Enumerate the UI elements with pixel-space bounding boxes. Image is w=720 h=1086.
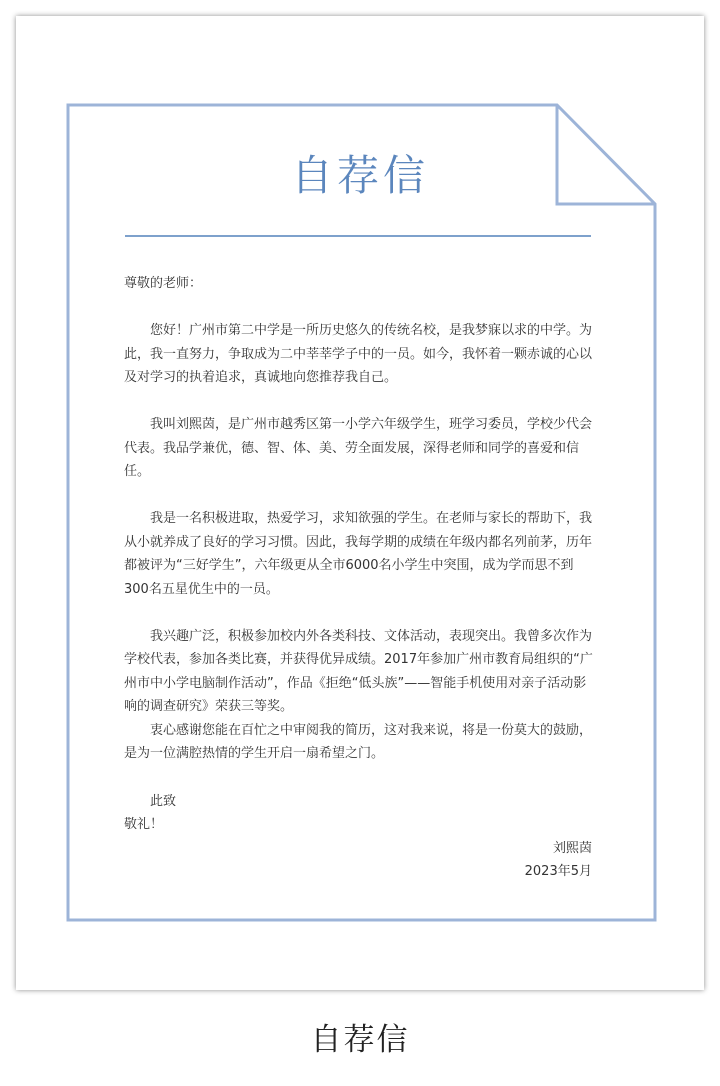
paragraph-3: 我是一名积极进取，热爱学习，求知欲强的学生。在老师与家长的帮助下，我从小就养成了良好的学习习惯。因此，我每学期的成绩在年级内都名列前茅，历年都被评为“三好学生”，六年级更从全市6000名小学生中突围，成为学而思不到300名五星优生中的一员。 [124, 511, 593, 597]
date: 2023年5月 [524, 864, 592, 879]
letter-title: 自荐信 [290, 151, 429, 200]
paragraph-5: 衷心感谢您能在百忙之中审阅我的简历，这对我来说，将是一份莫大的鼓励，是为一位满腔热情的学生开启一扇希望之门。 [124, 722, 593, 761]
paragraph-2: 我叫刘熙茵，是广州市越秀区第一小学六年级学生，班学习委员，学校少代会代表。我品学兼优，德、智、体、美、劳全面发展，深得老师和同学的喜爱和信任。 [124, 417, 593, 479]
signature: 刘熙茵 [552, 840, 592, 856]
image-caption: 自荐信 [310, 1022, 410, 1058]
paragraph-1: 您好！广州市第二中学是一所历史悠久的传统名校，是我梦寐以求的中学。为此，我一直努力，争取成为二中莘莘学子中的一员。如今，我怀着一颗赤诚的心以及对学习的执着追求，真诚地向您推荐我自己。 [124, 323, 593, 385]
closing-line-1: 此致 [150, 793, 177, 809]
letter-body [124, 272, 594, 884]
paragraph-4: 我兴趣广泛，积极参加校内外各类科技、文体活动，表现突出。我曾多次作为学校代表，参加各类比赛，并获得优异成绩。2017年参加广州市教育局组织的“广州市中小学电脑制作活动”，作品《拒绝“低头族”——智能手机使用对亲子活动影响的调查研究》荣获三等奖。 [124, 628, 593, 714]
title-divider [125, 235, 591, 237]
salutation: 尊敬的老师： [124, 276, 203, 291]
closing-line-2: 敬礼！ [124, 817, 164, 832]
